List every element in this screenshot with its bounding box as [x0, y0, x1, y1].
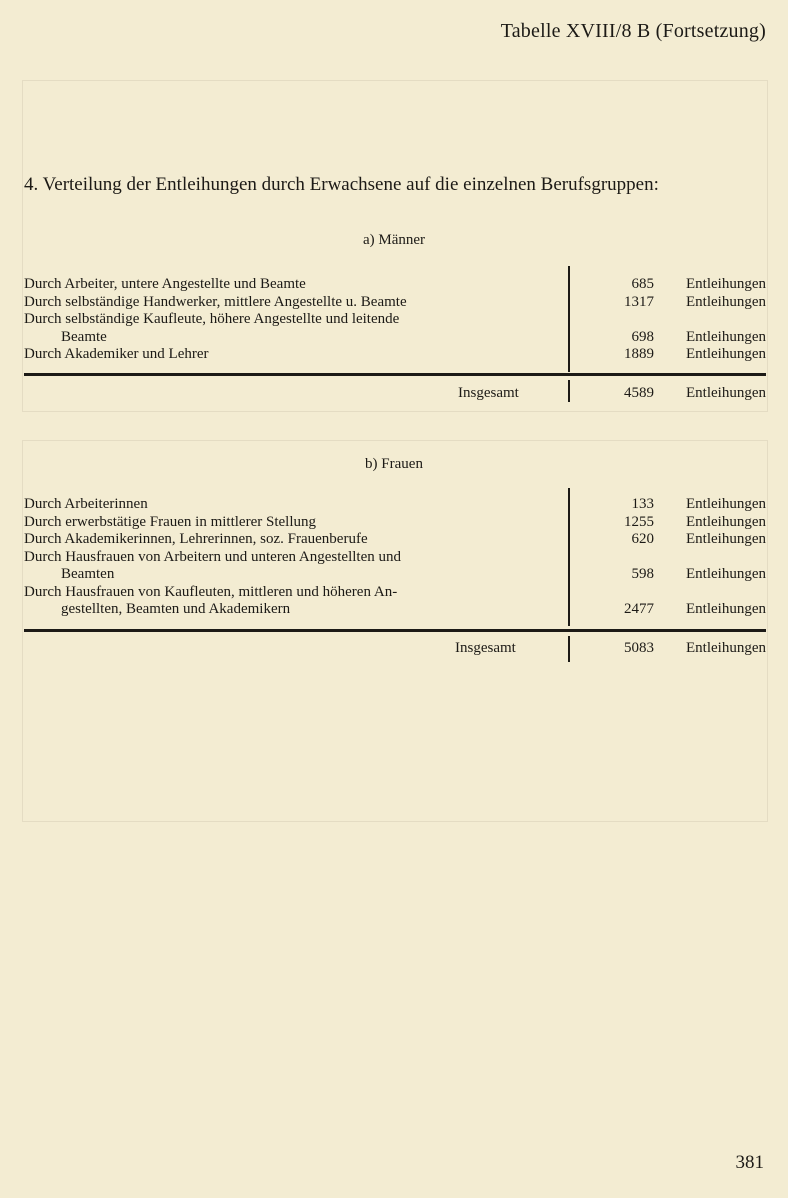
table-row [24, 294, 766, 312]
table-row [24, 531, 766, 549]
column-divider [568, 636, 570, 662]
men-total-label: Insgesamt [458, 385, 519, 401]
row-unit: Entleihungen [686, 328, 766, 345]
row-unit: Entleihungen [686, 276, 766, 292]
page-number: 381 [735, 1152, 764, 1173]
men-table [24, 276, 766, 364]
table-row [24, 311, 766, 346]
row-value: 1255 [624, 513, 654, 530]
section-heading: 4. Verteilung der Entleihungen durch Erwachsene auf die einzelnen Berufsgruppen: [24, 174, 659, 195]
table-row [24, 584, 766, 619]
row-unit: Entleihungen [686, 601, 766, 617]
total-rule [24, 629, 766, 632]
table-row [24, 276, 766, 294]
row-value: 1889 [624, 346, 654, 362]
row-description: Durch Akademikerinnen, Lehrerinnen, soz. Frauenberufe [24, 531, 368, 547]
row-unit: Entleihungen [686, 346, 766, 362]
total-rule [24, 373, 766, 376]
men-subheading: a) Männer [362, 232, 426, 248]
women-total-unit: Entleihungen [686, 640, 766, 656]
row-description-continued: Beamte [61, 328, 107, 345]
row-unit: Entleihungen [686, 293, 766, 310]
row-value: 620 [631, 531, 654, 547]
women-total-label: Insgesamt [455, 640, 516, 656]
table-row [24, 346, 766, 364]
row-value: 133 [631, 496, 654, 512]
row-description: Durch Arbeiter, untere Angestellte und Beamte [24, 276, 306, 292]
column-divider [568, 380, 570, 402]
row-value: 685 [631, 276, 654, 292]
women-table [24, 496, 766, 619]
men-total-value: 4589 [624, 385, 654, 401]
row-unit: Entleihungen [686, 496, 766, 512]
row-value: 2477 [624, 601, 654, 617]
women-total-value: 5083 [624, 640, 654, 656]
row-value: 598 [631, 566, 654, 582]
row-description: Durch Akademiker und Lehrer [24, 346, 209, 362]
row-description: Durch selbständige Handwerker, mittlere Angestellte u. Beamte [24, 293, 407, 310]
row-value: 698 [631, 328, 654, 345]
row-description: Durch Hausfrauen von Kaufleuten, mittleren und höheren An- [24, 583, 398, 600]
row-unit: Entleihungen [686, 566, 766, 582]
table-row [24, 514, 766, 532]
row-description: Durch Hausfrauen von Arbeitern und unteren Angestellten und [24, 548, 401, 565]
row-description-continued: Beamten [61, 566, 115, 582]
row-unit: Entleihungen [686, 531, 766, 547]
row-value: 1317 [624, 293, 654, 310]
women-subheading: b) Frauen [365, 456, 423, 472]
table-title: Tabelle XVIII/8 B (Fortsetzung) [500, 20, 766, 42]
row-description: Durch Arbeiterinnen [24, 496, 148, 512]
men-total-unit: Entleihungen [686, 385, 766, 401]
table-row [24, 496, 766, 514]
row-description-continued: gestellten, Beamten und Akademikern [61, 601, 291, 617]
row-description: Durch erwerbstätige Frauen in mittlerer Stellung [24, 513, 316, 530]
table-row [24, 549, 766, 584]
row-unit: Entleihungen [686, 513, 766, 530]
row-description: Durch selbständige Kaufleute, höhere Angestellte und leitende [24, 311, 400, 327]
